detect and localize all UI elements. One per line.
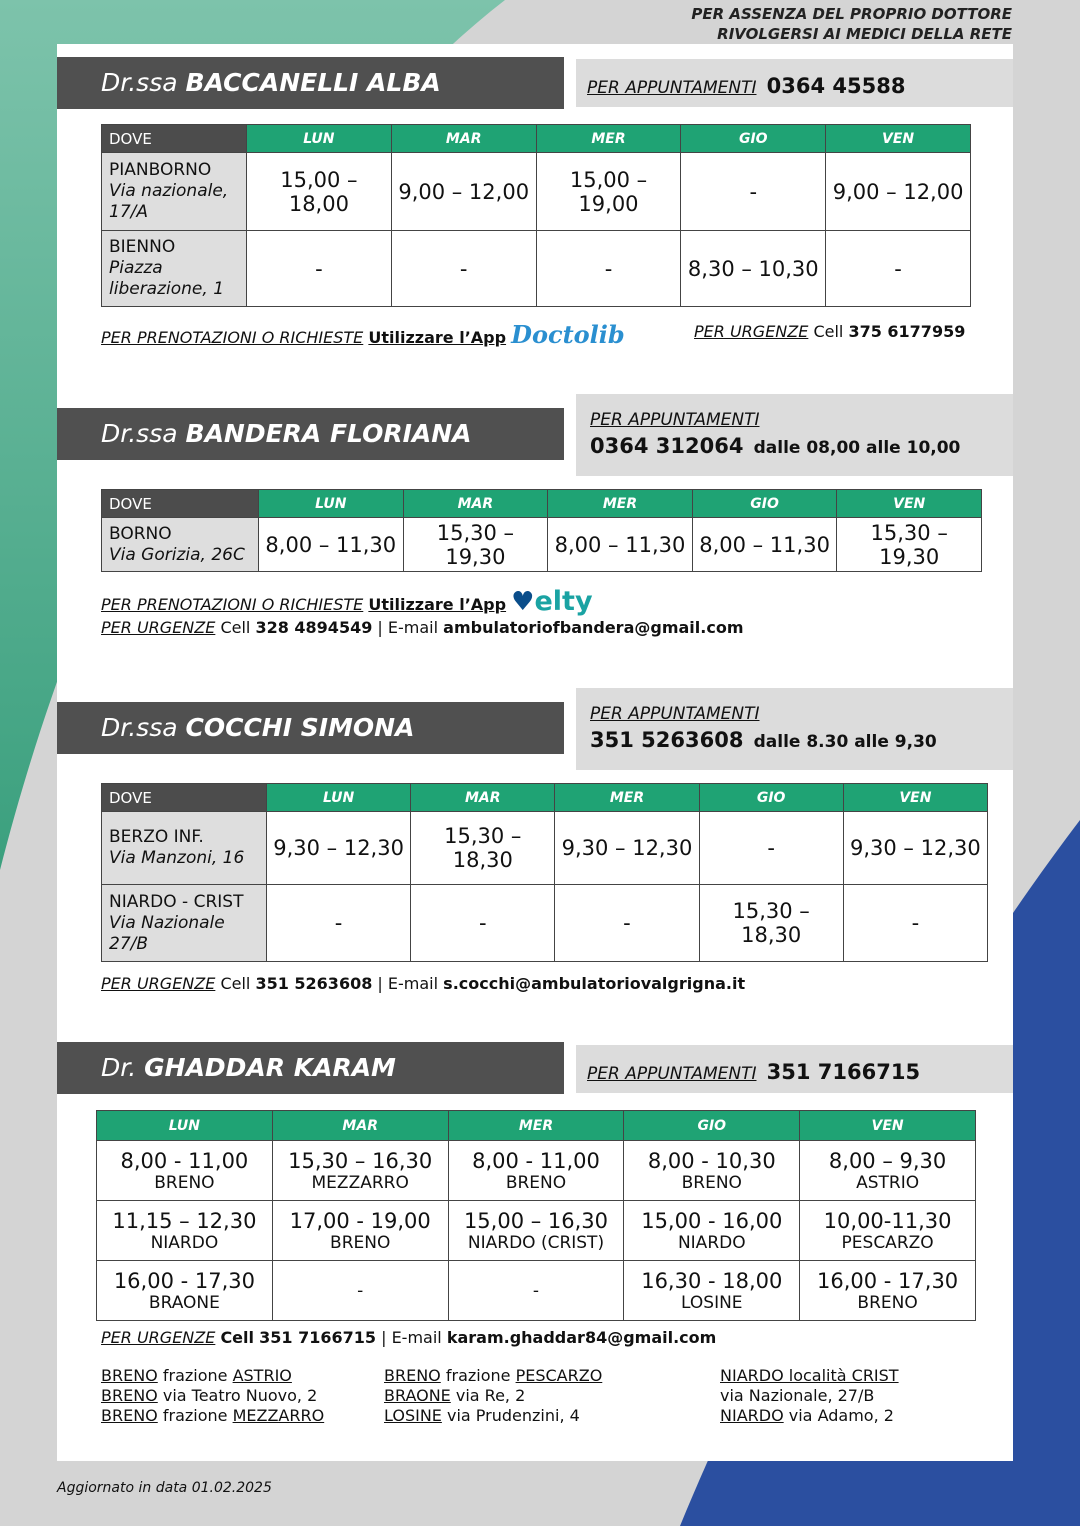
doctor-name-ghaddar: Dr. GHADDAR KARAM xyxy=(57,1042,564,1094)
schedule-table-cocchi: DOVE LUN MAR MER GIO VEN BERZO INF. Via Manzoni, 16 9,30 – 12,30 15,30 – 18,30 9,30 – 12,30 - 9,30 – 12,30 NIARDO - CRIST Via Nazionale 27/B - - - 15,30 – 18,30 - xyxy=(101,783,988,962)
booking-info-bandera: PER PRENOTAZIONI O RICHIESTE Utilizzare l’App ♥elty xyxy=(101,586,593,617)
elty-logo[interactable]: elty xyxy=(534,586,593,617)
doctor-name-cocchi: Dr.ssa COCCHI SIMONA xyxy=(57,702,564,754)
email-link[interactable]: karam.ghaddar84@gmail.com xyxy=(446,1328,717,1347)
address-column-3: NIARDO località CRIST via Nazionale, 27/B NIARDO via Adamo, 2 xyxy=(720,1366,899,1425)
address-column-2: BRENO frazione PESCARZO BRAONE via Re, 2 LOSINE via Prudenzini, 4 xyxy=(384,1366,603,1425)
schedule-table-bandera: DOVE LUN MAR MER GIO VEN BORNO Via Gorizia, 26C 8,00 – 11,30 15,30 – 19,30 8,00 – 11,30 8,00 – 11,30 15,30 – 19,30 xyxy=(101,489,982,572)
booking-info-baccanelli: PER PRENOTAZIONI O RICHIESTE Utilizzare l’App Doctolib xyxy=(101,320,625,349)
schedule-cell: 8,00 - 10,30 BRENO xyxy=(624,1141,800,1201)
schedule-cell: - xyxy=(448,1261,624,1321)
email-link[interactable]: ambulatoriofbandera@gmail.com xyxy=(443,618,744,637)
schedule-cell: 15,30 – 16,30 MEZZARRO xyxy=(272,1141,448,1201)
urgent-info-ghaddar: PER URGENZE Cell 351 7166715 | E-mail karam.ghaddar84@gmail.com xyxy=(101,1328,717,1347)
schedule-cell: 8,00 – 9,30 ASTRIO xyxy=(800,1141,976,1201)
heart-icon: ♥ xyxy=(511,587,535,617)
location-cell: NIARDO - CRIST Via Nazionale 27/B xyxy=(102,885,267,962)
schedule-cell: 15,00 - 16,00 NIARDO xyxy=(624,1201,800,1261)
table-row xyxy=(97,1201,976,1261)
email-link[interactable]: s.cocchi@ambulatoriovalgrigna.it xyxy=(443,974,746,993)
location-cell: BORNO Via Gorizia, 26C xyxy=(102,518,259,572)
appointment-box-baccanelli: PER APPUNTAMENTI 0364 45588 xyxy=(576,59,1013,107)
schedule-cell: 17,00 - 19,00 BRENO xyxy=(272,1201,448,1261)
appointment-phone[interactable]: 0364 45588 xyxy=(766,74,906,98)
doctolib-logo[interactable]: Doctolib xyxy=(511,320,625,349)
table-row: PIANBORNO Via nazionale, 17/A 15,00 – 18,00 9,00 – 12,00 15,00 – 19,00 - 9,00 – 12,00 xyxy=(102,153,971,231)
table-row: NIARDO - CRIST Via Nazionale 27/B - - - 15,30 – 18,30 - xyxy=(102,885,988,962)
schedule-cell: 16,00 - 17,30 BRENO xyxy=(800,1261,976,1321)
schedule-cell: 8,00 - 11,00 BRENO xyxy=(448,1141,624,1201)
schedule-cell: 15,00 – 16,30 NIARDO (CRIST) xyxy=(448,1201,624,1261)
appointment-box-cocchi: PER APPUNTAMENTI 351 5263608 dalle 8.30 alle 9,30 xyxy=(576,688,1013,770)
doctor-name-bandera: Dr.ssa BANDERA FLORIANA xyxy=(57,408,564,460)
table-row xyxy=(97,1141,976,1201)
urgent-info-baccanelli: PER URGENZE Cell 375 6177959 xyxy=(694,322,966,341)
updated-date: Aggiornato in data 01.02.2025 xyxy=(57,1480,272,1496)
schedule-cell: - xyxy=(272,1261,448,1321)
doctor-name-baccanelli: Dr.ssa BACCANELLI ALBA xyxy=(57,57,564,109)
schedule-cell: 11,15 – 12,30 NIARDO xyxy=(97,1201,273,1261)
location-cell: PIANBORNO Via nazionale, 17/A xyxy=(102,153,247,231)
table-row: BIENNO Piazza liberazione, 1 - - - 8,30 – 10,30 - xyxy=(102,231,971,307)
urgent-info-bandera: PER URGENZE Cell 328 4894549 | E-mail ambulatoriofbandera@gmail.com xyxy=(101,618,744,637)
urgent-phone[interactable]: 351 5263608 xyxy=(255,974,373,993)
network-note: PER ASSENZA DEL PROPRIO DOTTORE RIVOLGERSI AI MEDICI DELLA RETE xyxy=(691,5,1012,43)
table-row xyxy=(97,1261,976,1321)
appointment-box-ghaddar: PER APPUNTAMENTI 351 7166715 xyxy=(576,1045,1013,1093)
schedule-table-ghaddar: LUN MAR MER GIO VEN 8,00 - 11,00 BRENO 15,30 – 16,30 MEZZARRO 8,00 - 11,00 BRENO 8,00 - 10,30 BRENO 8,00 – 9,30 ASTRIO 11,15 – 12,30 NIARDO 17,00 - 19,00 BRENO 15,00 – 16,30 NIARDO (CRIST) 15,00 - 16,00 NIARDO 10,00-11,30 PESCARZO 16,00 - 17,30 BRAONE - - 16,30 - 18,00 LOSINE 16,00 - 17,30 BRENO xyxy=(96,1110,976,1321)
urgent-phone[interactable]: 328 4894549 xyxy=(255,618,373,637)
schedule-cell: 10,00-11,30 PESCARZO xyxy=(800,1201,976,1261)
schedule-cell: 16,30 - 18,00 LOSINE xyxy=(624,1261,800,1321)
schedule-cell: 8,00 - 11,00 BRENO xyxy=(97,1141,273,1201)
appointment-box-bandera: PER APPUNTAMENTI 0364 312064 dalle 08,00 alle 10,00 xyxy=(576,394,1013,476)
address-column-1: BRENO frazione ASTRIO BRENO via Teatro Nuovo, 2 BRENO frazione MEZZARRO xyxy=(101,1366,325,1425)
schedule-cell: 16,00 - 17,30 BRAONE xyxy=(97,1261,273,1321)
location-cell: BERZO INF. Via Manzoni, 16 xyxy=(102,812,267,885)
appointment-phone[interactable]: 0364 312064 xyxy=(590,434,744,458)
appointment-phone[interactable]: 351 5263608 xyxy=(590,728,744,752)
urgent-phone[interactable]: 351 7166715 xyxy=(259,1328,376,1347)
table-row: BERZO INF. Via Manzoni, 16 9,30 – 12,30 15,30 – 18,30 9,30 – 12,30 - 9,30 – 12,30 xyxy=(102,812,988,885)
urgent-info-cocchi: PER URGENZE Cell 351 5263608 | E-mail s.cocchi@ambulatoriovalgrigna.it xyxy=(101,974,746,993)
urgent-phone[interactable]: 375 6177959 xyxy=(848,322,966,341)
table-row: BORNO Via Gorizia, 26C 8,00 – 11,30 15,30 – 19,30 8,00 – 11,30 8,00 – 11,30 15,30 – 19,30 xyxy=(102,518,982,572)
location-cell: BIENNO Piazza liberazione, 1 xyxy=(102,231,247,307)
appointment-phone[interactable]: 351 7166715 xyxy=(766,1060,921,1084)
schedule-table-baccanelli: DOVE LUN MAR MER GIO VEN PIANBORNO Via nazionale, 17/A 15,00 – 18,00 9,00 – 12,00 15,00 – 19,00 - 9,00 – 12,00 BIENNO Piazza liberazione, 1 - - - 8,30 – 10,30 - xyxy=(101,124,971,307)
